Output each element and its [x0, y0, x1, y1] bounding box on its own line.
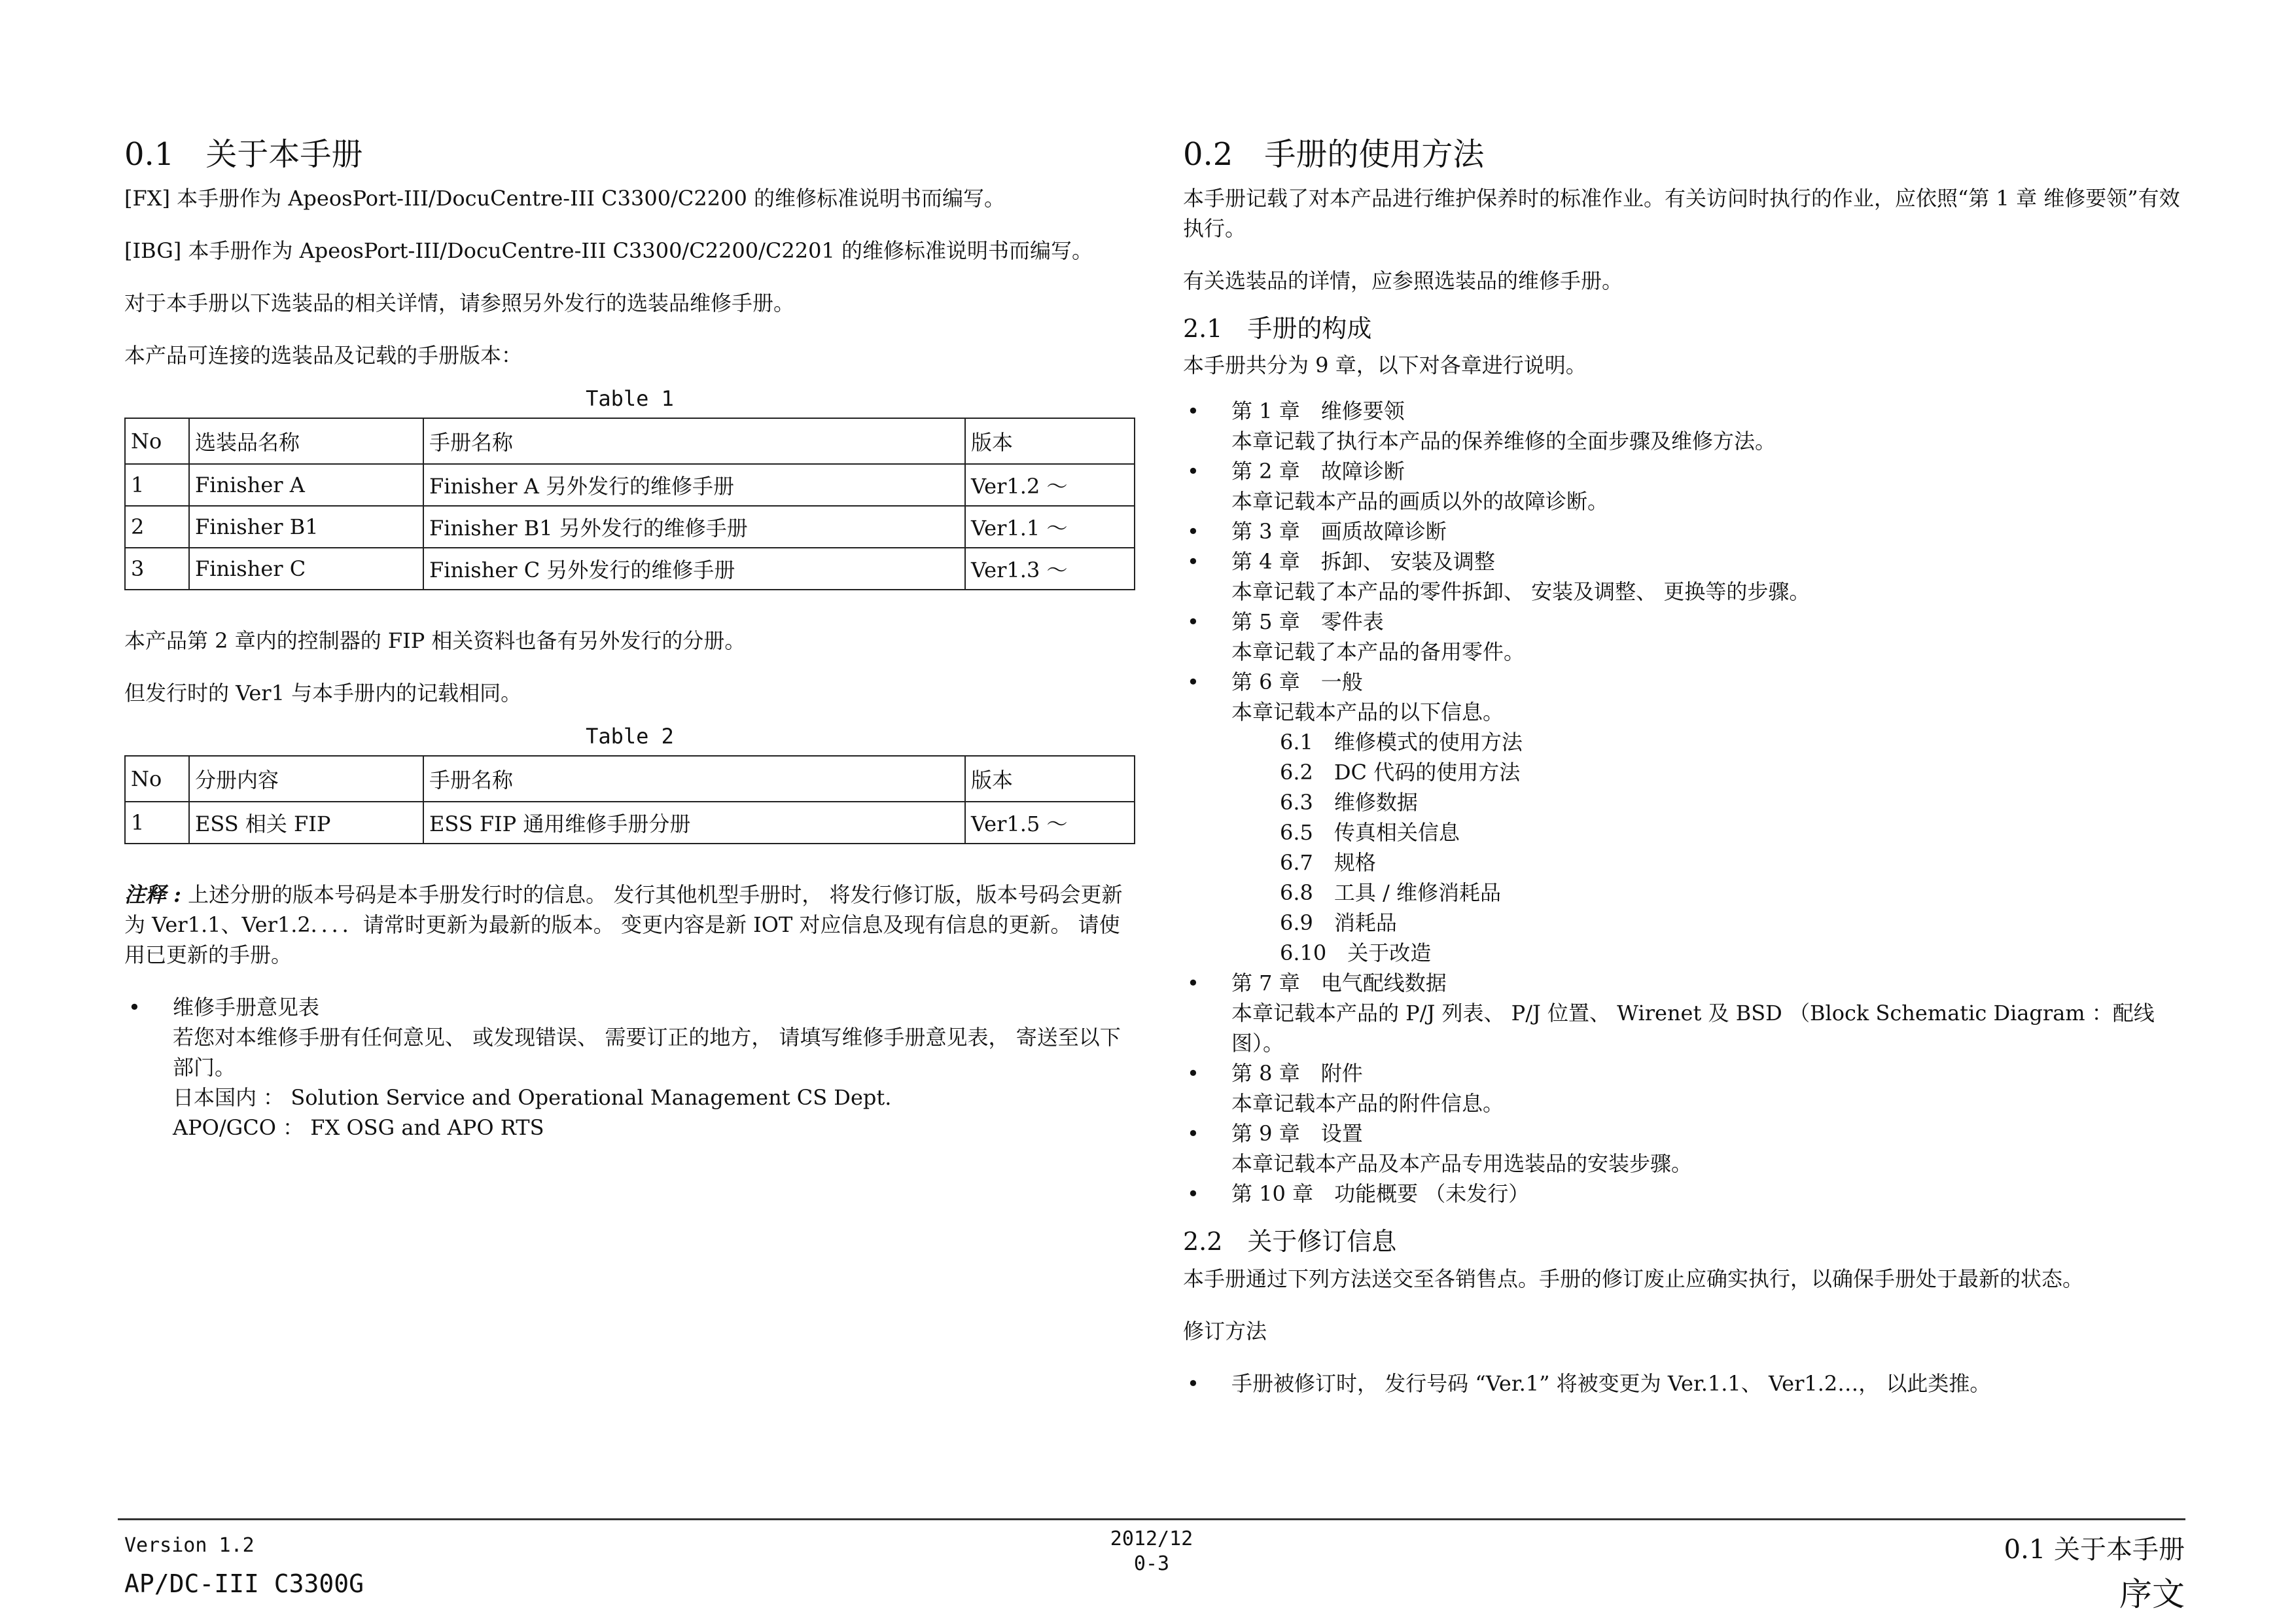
cell: ESS 相关 FIP [189, 802, 423, 844]
left-column [124, 136, 1135, 1143]
bullet-icon: • [1187, 1370, 1199, 1396]
paragraph-chapters-intro: 本手册共分为 9 章，以下对各章进行说明。 [1183, 353, 1587, 378]
chapter-list [1183, 396, 2194, 1209]
bullet-icon: • [1187, 971, 1199, 996]
footer-page-number: 0-3 [1133, 1552, 1170, 1575]
table-header-row [125, 418, 1135, 464]
bullet-icon: • [1187, 1181, 1199, 1207]
paragraph-ver1: 但发行时的 Ver1 与本手册内的记载相同。 [124, 680, 522, 705]
bullet-icon: • [1187, 1061, 1199, 1086]
list-item [1183, 1179, 2194, 1209]
cell: Ver1.5 ～ [965, 802, 1135, 844]
list-item [1183, 968, 2194, 1058]
col-volume-content: 分册内容 [189, 756, 423, 802]
ch6-item: 6.9 消耗品 [1280, 910, 1397, 936]
paragraph-ibg: [IBG] 本手册作为 ApeosPort-III/DocuCentre-III C3300/C2200/C2201 的维修标准说明书而编写。 [124, 238, 1093, 263]
chapter-title: 第 7 章 电气配线数据 [1231, 971, 1447, 996]
ch6-item: 6.2 DC 代码的使用方法 [1280, 760, 1521, 785]
bullet-icon: • [1187, 669, 1199, 695]
chapter-desc: 本章记载本产品的 P/J 列表、 P/J 位置、 Wirenet 及 BSD （Block Schematic Diagram ：配线图）。 [1231, 1001, 2155, 1056]
col-version: 版本 [965, 756, 1135, 802]
bullet-icon: • [1187, 1121, 1199, 1147]
revision-bullet-text: 手册被修订时， 发行号码 “Ver.1” 将被变更为 Ver.1.1、 Ver1.2…， 以此类推。 [1231, 1370, 1991, 1396]
note-text: 上述分册的版本号码是本手册发行时的信息。 发行其他机型手册时， 将发行修订版，版本号码会更新为 Ver1.1、Ver1.2．．．．请常时更新为最新的版本。 变更内容是新 IOT 对应信息及现有信息的更新。 请使用已更新的手册。 [124, 882, 1123, 967]
col-no: No [125, 756, 189, 802]
list-item [1183, 456, 2194, 516]
ch6-item: 6.3 维修数据 [1280, 790, 1418, 815]
paragraph-options-ref: 有关选装品的详情，应参照选装品的维修手册。 [1183, 268, 1623, 293]
bullet-icon: • [1187, 609, 1199, 635]
cell: Finisher B1 [189, 506, 423, 548]
footer-date: 2012/12 [1110, 1527, 1193, 1550]
section-heading-0-1: 0.1 关于本手册 [124, 136, 363, 173]
paragraph-versions: 本产品可连接的选装品及记载的手册版本： [124, 342, 523, 368]
cell: Finisher C 另外发行的维修手册 [423, 548, 965, 590]
col-no: No [125, 418, 189, 464]
list-item [1183, 396, 2194, 456]
table-row [125, 802, 1135, 844]
ch6-item: 6.10 关于改造 [1280, 940, 1432, 966]
feedback-list [124, 992, 1135, 1143]
chapter-desc: 本章记载了本产品的备用零件。 [1231, 639, 1525, 665]
cell: Finisher C [189, 548, 423, 590]
footer-section: 0.1 关于本手册 [2004, 1535, 2185, 1565]
ch6-item: 6.8 工具 / 维修消耗品 [1280, 880, 1502, 906]
list-item [1183, 667, 2194, 968]
right-column [1183, 136, 2194, 1399]
list-item [1183, 1058, 2194, 1118]
paragraph-usage: 本手册记载了对本产品进行维护保养时的标准作业。有关访问时执行的作业，应依照“第 1 章 维修要领”有效执行。 [1183, 185, 2180, 241]
footer-model: AP/DC-III C3300G [124, 1569, 364, 1598]
list-item [124, 992, 1135, 1143]
ch6-item: 6.7 规格 [1280, 850, 1376, 876]
chapter-desc: 本章记载本产品的附件信息。 [1231, 1091, 1504, 1116]
footer-version: Version 1.2 [124, 1534, 255, 1557]
chapter-desc: 本章记载了本产品的零件拆卸、 安装及调整、 更换等的步骤。 [1231, 579, 1810, 605]
feedback-line-apo: APO/GCO ： FX OSG and APO RTS [173, 1115, 544, 1140]
paragraph-fip: 本产品第 2 章内的控制器的 FIP 相关资料也备有另外发行的分册。 [124, 628, 746, 653]
bullet-icon: • [1187, 459, 1199, 484]
chapter-title: 第 8 章 附件 [1231, 1061, 1363, 1086]
feedback-title: 维修手册意见表 [173, 994, 320, 1020]
cell: Finisher A [189, 464, 423, 506]
chapter-title: 第 10 章 功能概要 （未发行） [1231, 1181, 1530, 1207]
chapter-title: 第 1 章 维修要领 [1231, 399, 1405, 424]
subsection-heading-2-2: 2.2 关于修订信息 [1183, 1227, 1397, 1257]
cell: Finisher A 另外发行的维修手册 [423, 464, 965, 506]
feedback-body: 若您对本维修手册有任何意见、 或发现错误、 需要订正的地方， 请填写维修手册意见表， 寄送至以下部门。 [173, 1024, 1121, 1080]
ch6-item: 6.5 传真相关信息 [1280, 820, 1460, 846]
list-item [1183, 607, 2194, 667]
chapter-title: 第 4 章 拆卸、 安装及调整 [1231, 549, 1495, 575]
chapter-title: 第 6 章 一般 [1231, 669, 1363, 695]
bullet-icon: • [1187, 519, 1199, 544]
chapter-title: 第 5 章 零件表 [1231, 609, 1384, 635]
table-row [125, 506, 1135, 548]
cell: Finisher B1 另外发行的维修手册 [423, 506, 965, 548]
footer-chapter: 序文 [2119, 1575, 2185, 1613]
cell: ESS FIP 通用维修手册分册 [423, 802, 965, 844]
cell: Ver1.3 ～ [965, 548, 1135, 590]
subsection-heading-2-1: 2.1 手册的构成 [1183, 313, 1372, 343]
col-option-name: 选装品名称 [189, 418, 423, 464]
note-paragraph [124, 880, 1135, 970]
paragraph-revision-method: 修订方法 [1183, 1318, 1267, 1344]
chapter-desc: 本章记载本产品的画质以外的故障诊断。 [1231, 489, 1609, 514]
table1-caption: Table 1 [586, 385, 674, 411]
paragraph-revision: 本手册通过下列方法送交至各销售点。手册的修订废止应确实执行，以确保手册处于最新的状态。 [1183, 1266, 2084, 1291]
options-table [124, 418, 1135, 590]
list-item [1183, 1118, 2194, 1179]
note-label: 注释 : [124, 882, 181, 907]
bullet-icon: • [1187, 399, 1199, 424]
col-manual-name: 手册名称 [423, 418, 965, 464]
bullet-icon: • [128, 994, 141, 1020]
bullet-icon: • [1187, 549, 1199, 575]
feedback-line-japan: 日本国内 ： Solution Service and Operational Management CS Dept. [173, 1084, 892, 1110]
footer-divider [118, 1518, 2185, 1520]
table-row [125, 548, 1135, 590]
list-item [1183, 546, 2194, 607]
cell: Ver1.2 ～ [965, 464, 1135, 506]
section-heading-0-2: 0.2 手册的使用方法 [1183, 136, 1485, 173]
chapter-desc: 本章记载本产品及本产品专用选装品的安装步骤。 [1231, 1151, 1693, 1177]
list-item [1183, 1368, 2194, 1399]
cell: 1 [125, 464, 189, 506]
cell: 3 [125, 548, 189, 590]
chapter-title: 第 3 章 画质故障诊断 [1231, 519, 1447, 544]
chapter-title: 第 2 章 故障诊断 [1231, 459, 1405, 484]
list-item [1183, 516, 2194, 546]
cell: 1 [125, 802, 189, 844]
chapter-desc: 本章记载了执行本产品的保养维修的全面步骤及维修方法。 [1231, 429, 1776, 454]
cell: Ver1.1 ～ [965, 506, 1135, 548]
paragraph-fx: [FX] 本手册作为 ApeosPort-III/DocuCentre-III C3300/C2200 的维修标准说明书而编写。 [124, 185, 1005, 211]
paragraph-options: 对于本手册以下选装品的相关详情，请参照另外发行的选装品维修手册。 [124, 290, 795, 315]
col-version: 版本 [965, 418, 1135, 464]
volumes-table [124, 755, 1135, 844]
col-manual-name: 手册名称 [423, 756, 965, 802]
ch6-item: 6.1 维修模式的使用方法 [1280, 730, 1523, 755]
chapter-desc: 本章记载本产品的以下信息。 [1231, 700, 1504, 725]
revision-list [1183, 1368, 2194, 1399]
cell: 2 [125, 506, 189, 548]
chapter-title: 第 9 章 设置 [1231, 1121, 1363, 1147]
table-header-row [125, 756, 1135, 802]
table-row [125, 464, 1135, 506]
table2-caption: Table 2 [586, 723, 674, 749]
